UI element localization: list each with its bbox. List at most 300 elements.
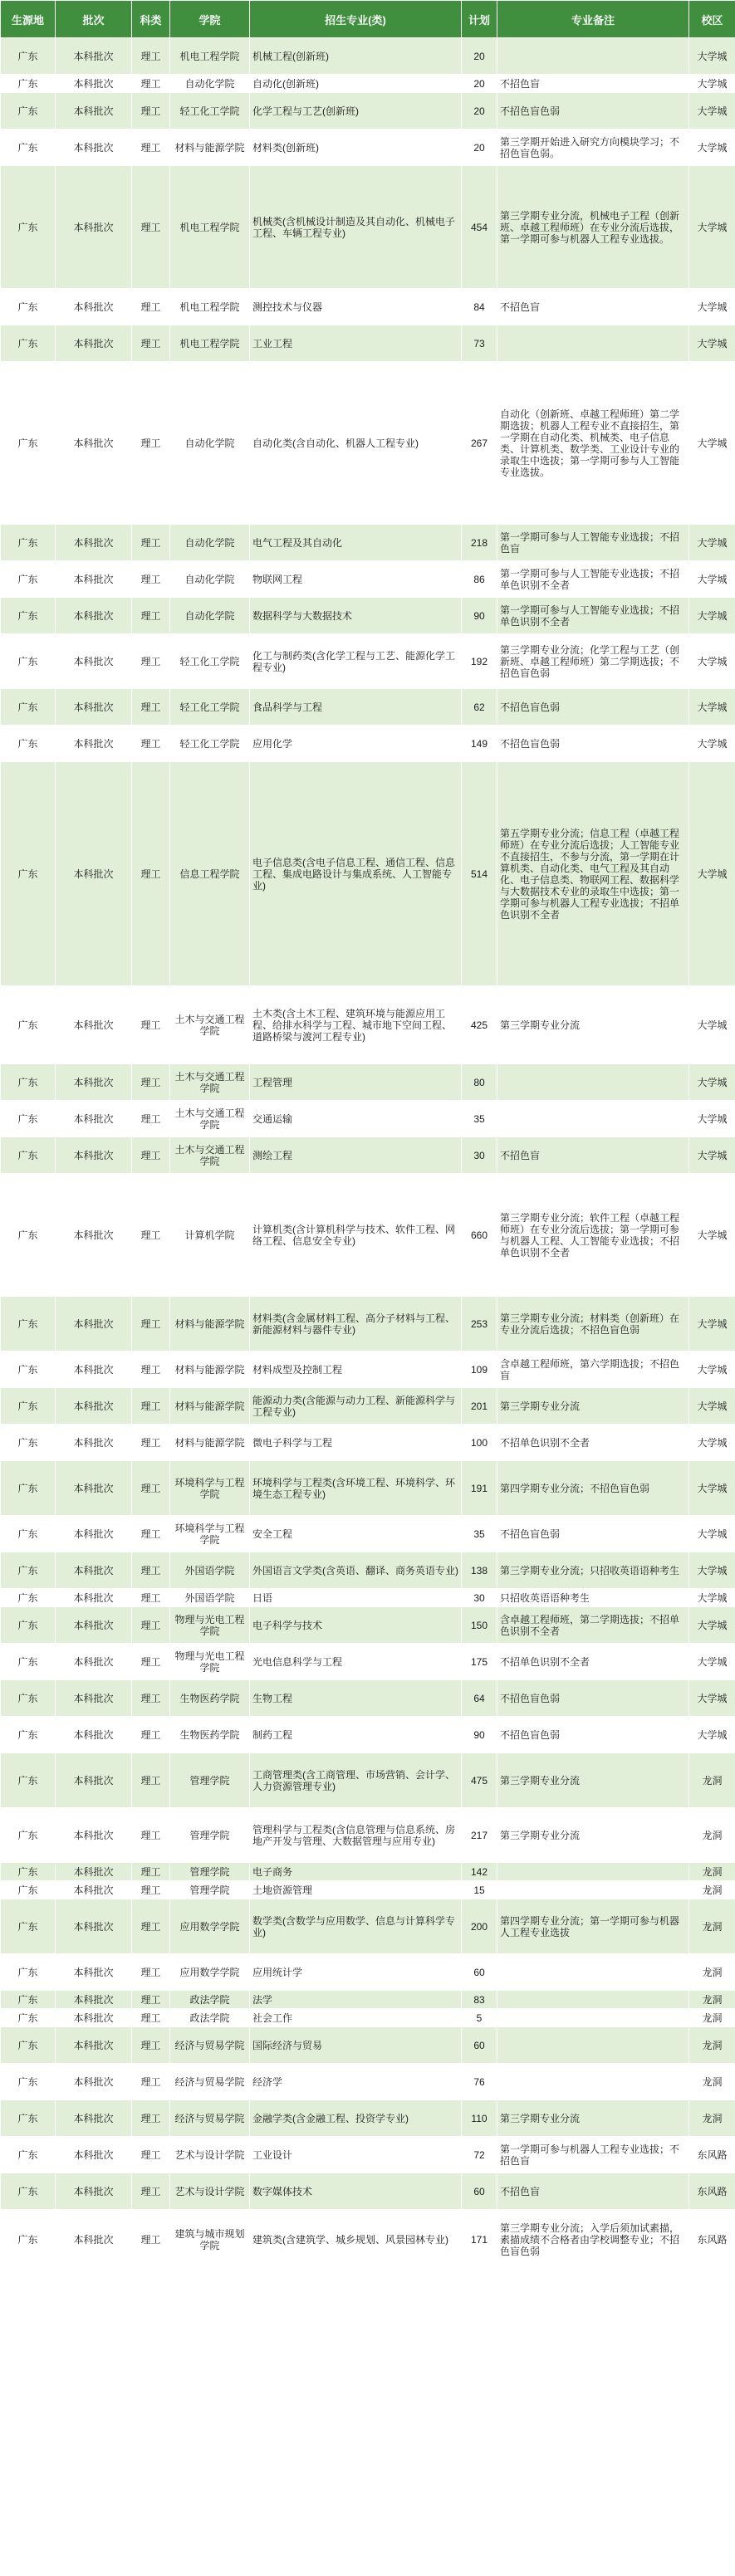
table-row [1,1174,735,1297]
table-row [1,1954,735,1991]
note-cell: 含卓越工程师班，第二学期选拔；不招单色识别不全者 [497,1607,689,1644]
batch-cell: 本科批次 [56,986,132,1064]
subject-cell: 理工 [132,1461,170,1516]
region-cell: 广东 [1,2173,56,2210]
subject-cell: 理工 [132,1899,170,1954]
batch-cell: 本科批次 [56,1753,132,1808]
table-row [1,1991,735,2009]
plan-cell: 454 [462,166,497,289]
college-cell: 政法学院 [170,1991,250,2009]
note-cell: 第四学期专业分流；不招色盲色弱 [497,1461,689,1516]
batch-cell: 本科批次 [56,1101,132,1137]
batch-cell: 本科批次 [56,726,132,762]
plan-cell: 83 [462,1991,497,2009]
campus-cell: 大学城 [689,689,735,726]
subject-cell: 理工 [132,362,170,525]
region-cell: 广东 [1,362,56,525]
batch-cell: 本科批次 [56,362,132,525]
batch-cell: 本科批次 [56,1607,132,1644]
major-cell: 环境科学与工程类(含环境工程、环境科学、环境生态工程专业) [250,1461,462,1516]
region-cell: 广东 [1,689,56,726]
college-cell: 材料与能源学院 [170,1388,250,1425]
region-cell: 广东 [1,1352,56,1388]
note-cell: 不招单色识别不全者 [497,1644,689,1680]
region-cell: 广东 [1,561,56,598]
campus-cell: 大学城 [689,362,735,525]
major-cell: 机械工程(创新班) [250,38,462,75]
college-cell: 材料与能源学院 [170,1297,250,1352]
table-row [1,561,735,598]
region-cell: 广东 [1,1680,56,1717]
note-cell: 不招色盲色弱 [497,726,689,762]
college-cell: 轻工化工学院 [170,634,250,689]
table-row [1,1680,735,1717]
plan-cell: 200 [462,1899,497,1954]
note-cell [497,1863,689,1881]
table-row [1,525,735,561]
region-cell: 广东 [1,1137,56,1174]
subject-cell: 理工 [132,1064,170,1101]
table-row [1,38,735,75]
note-cell [497,1954,689,1991]
college-cell: 物理与光电工程学院 [170,1607,250,1644]
region-cell: 广东 [1,75,56,93]
batch-cell: 本科批次 [56,93,132,130]
campus-cell: 大学城 [689,325,735,362]
note-cell: 第三学期专业分流 [497,1388,689,1425]
major-cell: 光电信息科学与工程 [250,1644,462,1680]
campus-cell: 大学城 [689,1589,735,1607]
college-cell: 材料与能源学院 [170,1352,250,1388]
table-row [1,762,735,986]
college-cell: 生物医药学院 [170,1717,250,1753]
campus-cell: 大学城 [689,598,735,634]
note-cell: 不招色盲色弱 [497,1717,689,1753]
college-cell: 应用数学学院 [170,1954,250,1991]
major-cell: 电子科学与技术 [250,1607,462,1644]
college-cell: 土木与交通工程学院 [170,1137,250,1174]
note-cell: 第三学期专业分流 [497,986,689,1064]
subject-cell: 理工 [132,38,170,75]
plan-cell: 20 [462,93,497,130]
table-row [1,634,735,689]
region-cell: 广东 [1,1753,56,1808]
plan-cell: 175 [462,1644,497,1680]
college-cell: 外国语学院 [170,1589,250,1607]
campus-cell: 大学城 [689,1717,735,1753]
college-cell: 政法学院 [170,2009,250,2027]
subject-cell: 理工 [132,598,170,634]
campus-cell: 大学城 [689,561,735,598]
region-cell: 广东 [1,2027,56,2064]
header-college: 学院 [170,1,250,38]
batch-cell: 本科批次 [56,1954,132,1991]
table-row [1,1137,735,1174]
major-cell: 微电子科学与工程 [250,1425,462,1461]
note-cell: 第三学期专业分流；只招收英语语种考生 [497,1552,689,1589]
subject-cell: 理工 [132,1552,170,1589]
table-row [1,1881,735,1899]
table-row [1,1753,735,1808]
subject-cell: 理工 [132,1352,170,1388]
college-cell: 经济与贸易学院 [170,2100,250,2137]
region-cell: 广东 [1,130,56,166]
campus-cell: 东风路 [689,2137,735,2173]
note-cell: 不招色盲色弱 [497,1680,689,1717]
table-row [1,1461,735,1516]
note-cell: 第三学期专业分流 [497,2100,689,2137]
region-cell: 广东 [1,1461,56,1516]
campus-cell: 龙洞 [689,1863,735,1881]
subject-cell: 理工 [132,1516,170,1552]
note-cell: 不招色盲 [497,2173,689,2210]
campus-cell: 大学城 [689,1680,735,1717]
major-cell: 机械类(含机械设计制造及其自动化、机械电子工程、车辆工程专业) [250,166,462,289]
subject-cell: 理工 [132,325,170,362]
college-cell: 艺术与设计学院 [170,2137,250,2173]
region-cell: 广东 [1,93,56,130]
plan-cell: 62 [462,689,497,726]
college-cell: 轻工化工学院 [170,689,250,726]
table-row [1,986,735,1064]
region-cell: 广东 [1,986,56,1064]
major-cell: 数据科学与大数据技术 [250,598,462,634]
subject-cell: 理工 [132,1808,170,1863]
campus-cell: 大学城 [689,1137,735,1174]
major-cell: 应用统计学 [250,1954,462,1991]
major-cell: 自动化(创新班) [250,75,462,93]
subject-cell: 理工 [132,2210,170,2270]
college-cell: 应用数学学院 [170,1899,250,1954]
table-row [1,1352,735,1388]
plan-cell: 20 [462,130,497,166]
note-cell: 第一学期可参与人工智能专业选拔；不招单色识别不全者 [497,598,689,634]
table-row [1,1644,735,1680]
batch-cell: 本科批次 [56,598,132,634]
note-cell [497,2027,689,2064]
region-cell: 广东 [1,2210,56,2270]
major-cell: 土地资源管理 [250,1881,462,1899]
table-row [1,2027,735,2064]
major-cell: 外国语言文学类(含英语、翻译、商务英语专业) [250,1552,462,1589]
subject-cell: 理工 [132,1753,170,1808]
major-cell: 安全工程 [250,1516,462,1552]
college-cell: 材料与能源学院 [170,1425,250,1461]
major-cell: 管理科学与工程类(含信息管理与信息系统、房地产开发与管理、大数据管理与应用专业) [250,1808,462,1863]
batch-cell: 本科批次 [56,762,132,986]
plan-cell: 90 [462,1717,497,1753]
table-row [1,1607,735,1644]
region-cell: 广东 [1,1552,56,1589]
subject-cell: 理工 [132,166,170,289]
subject-cell: 理工 [132,1589,170,1607]
campus-cell: 大学城 [689,762,735,986]
batch-cell: 本科批次 [56,2137,132,2173]
batch-cell: 本科批次 [56,1717,132,1753]
batch-cell: 本科批次 [56,1137,132,1174]
college-cell: 计算机学院 [170,1174,250,1297]
plan-cell: 218 [462,525,497,561]
college-cell: 经济与贸易学院 [170,2027,250,2064]
college-cell: 机电工程学院 [170,325,250,362]
batch-cell: 本科批次 [56,166,132,289]
major-cell: 经济学 [250,2064,462,2100]
region-cell: 广东 [1,2137,56,2173]
major-cell: 法学 [250,1991,462,2009]
campus-cell: 龙洞 [689,1753,735,1808]
plan-cell: 15 [462,1881,497,1899]
note-cell: 第一学期可参与人工智能专业选拔；不招色盲 [497,525,689,561]
table-row [1,2100,735,2137]
region-cell: 广东 [1,2009,56,2027]
region-cell: 广东 [1,1717,56,1753]
college-cell: 艺术与设计学院 [170,2173,250,2210]
region-cell: 广东 [1,1425,56,1461]
note-cell [497,325,689,362]
campus-cell: 东风路 [689,2173,735,2210]
campus-cell: 大学城 [689,525,735,561]
note-cell: 第三学期专业分流；软件工程（卓越工程师班）在专业分流后选拔；第一学期可参与机器人工程、人工智能专业选拔；不招单色识别不全者 [497,1174,689,1297]
table-row [1,726,735,762]
plan-cell: 20 [462,75,497,93]
batch-cell: 本科批次 [56,561,132,598]
college-cell: 经济与贸易学院 [170,2064,250,2100]
header-plan: 计划 [462,1,497,38]
table-row [1,362,735,525]
subject-cell: 理工 [132,1607,170,1644]
subject-cell: 理工 [132,2064,170,2100]
college-cell: 环境科学与工程学院 [170,1516,250,1552]
major-cell: 工业工程 [250,325,462,362]
note-cell [497,1064,689,1101]
plan-cell: 84 [462,289,497,325]
campus-cell: 龙洞 [689,2009,735,2027]
batch-cell: 本科批次 [56,525,132,561]
note-cell: 第一学期可参与人工智能专业选拔；不招单色识别不全者 [497,561,689,598]
subject-cell: 理工 [132,1863,170,1881]
subject-cell: 理工 [132,726,170,762]
campus-cell: 大学城 [689,1425,735,1461]
campus-cell: 龙洞 [689,1991,735,2009]
plan-cell: 192 [462,634,497,689]
plan-cell: 191 [462,1461,497,1516]
region-cell: 广东 [1,38,56,75]
plan-cell: 60 [462,2027,497,2064]
region-cell: 广东 [1,1516,56,1552]
batch-cell: 本科批次 [56,1064,132,1101]
header-note: 专业备注 [497,1,689,38]
table-row [1,1552,735,1589]
major-cell: 材料类(创新班) [250,130,462,166]
campus-cell: 大学城 [689,1516,735,1552]
major-cell: 数学类(含数学与应用数学、信息与计算科学专业) [250,1899,462,1954]
table-row [1,689,735,726]
batch-cell: 本科批次 [56,1388,132,1425]
header-campus: 校区 [689,1,735,38]
campus-cell: 大学城 [689,75,735,93]
header-subject: 科类 [132,1,170,38]
batch-cell: 本科批次 [56,2173,132,2210]
plan-cell: 475 [462,1753,497,1808]
major-cell: 测控技术与仪器 [250,289,462,325]
subject-cell: 理工 [132,1991,170,2009]
table-row [1,2137,735,2173]
subject-cell: 理工 [132,1137,170,1174]
plan-cell: 425 [462,986,497,1064]
note-cell: 不招色盲色弱 [497,689,689,726]
plan-cell: 73 [462,325,497,362]
plan-cell: 138 [462,1552,497,1589]
region-cell: 广东 [1,1644,56,1680]
major-cell: 土木类(含土木工程、建筑环境与能源应用工程、给排水科学与工程、城市地下空间工程、道路桥梁与渡河工程专业) [250,986,462,1064]
college-cell: 管理学院 [170,1808,250,1863]
plan-cell: 30 [462,1137,497,1174]
region-cell: 广东 [1,1101,56,1137]
subject-cell: 理工 [132,130,170,166]
note-cell: 第三学期专业分流 [497,1808,689,1863]
batch-cell: 本科批次 [56,1516,132,1552]
subject-cell: 理工 [132,1101,170,1137]
college-cell: 轻工化工学院 [170,93,250,130]
college-cell: 自动化学院 [170,75,250,93]
table-row [1,1899,735,1954]
plan-cell: 267 [462,362,497,525]
college-cell: 信息工程学院 [170,762,250,986]
batch-cell: 本科批次 [56,2064,132,2100]
region-cell: 广东 [1,325,56,362]
major-cell: 计算机类(含计算机科学与技术、软件工程、网络工程、信息安全专业) [250,1174,462,1297]
batch-cell: 本科批次 [56,1425,132,1461]
college-cell: 外国语学院 [170,1552,250,1589]
subject-cell: 理工 [132,2100,170,2137]
plan-cell: 201 [462,1388,497,1425]
table-row [1,75,735,93]
college-cell: 机电工程学院 [170,289,250,325]
region-cell: 广东 [1,289,56,325]
plan-cell: 72 [462,2137,497,2173]
subject-cell: 理工 [132,2173,170,2210]
campus-cell: 大学城 [689,1064,735,1101]
campus-cell: 龙洞 [689,2064,735,2100]
subject-cell: 理工 [132,561,170,598]
college-cell: 建筑与城市规划学院 [170,2210,250,2270]
subject-cell: 理工 [132,75,170,93]
major-cell: 国际经济与贸易 [250,2027,462,2064]
note-cell [497,38,689,75]
note-cell [497,1991,689,2009]
subject-cell: 理工 [132,1680,170,1717]
note-cell: 不招色盲 [497,289,689,325]
table-row [1,1101,735,1137]
table-row [1,130,735,166]
header-region: 生源地 [1,1,56,38]
plan-cell: 660 [462,1174,497,1297]
major-cell: 电气工程及其自动化 [250,525,462,561]
batch-cell: 本科批次 [56,75,132,93]
plan-cell: 217 [462,1808,497,1863]
plan-cell: 150 [462,1607,497,1644]
campus-cell: 大学城 [689,1607,735,1644]
plan-cell: 60 [462,2173,497,2210]
campus-cell: 龙洞 [689,1808,735,1863]
plan-cell: 64 [462,1680,497,1717]
batch-cell: 本科批次 [56,1552,132,1589]
college-cell: 土木与交通工程学院 [170,1064,250,1101]
college-cell: 生物医药学院 [170,1680,250,1717]
batch-cell: 本科批次 [56,1352,132,1388]
subject-cell: 理工 [132,634,170,689]
major-cell: 自动化类(含自动化、机器人工程专业) [250,362,462,525]
college-cell: 环境科学与工程学院 [170,1461,250,1516]
campus-cell: 龙洞 [689,1954,735,1991]
note-cell: 第三学期专业分流，机械电子工程（创新班、卓越工程师班）在专业分流后选拔，第一学期可参与机器人工程专业选拔。 [497,166,689,289]
major-cell: 工商管理类(含工商管理、市场营销、会计学、人力资源管理专业) [250,1753,462,1808]
major-cell: 物联网工程 [250,561,462,598]
table-row [1,325,735,362]
batch-cell: 本科批次 [56,1644,132,1680]
note-cell [497,2009,689,2027]
region-cell: 广东 [1,1991,56,2009]
table-row [1,1516,735,1552]
campus-cell: 大学城 [689,634,735,689]
campus-cell: 大学城 [689,986,735,1064]
major-cell: 建筑类(含建筑学、城乡规划、风景园林专业) [250,2210,462,2270]
college-cell: 轻工化工学院 [170,726,250,762]
subject-cell: 理工 [132,1881,170,1899]
batch-cell: 本科批次 [56,2009,132,2027]
plan-cell: 35 [462,1101,497,1137]
note-cell: 含卓越工程师班，第六学期选拔；不招色盲 [497,1352,689,1388]
batch-cell: 本科批次 [56,1680,132,1717]
campus-cell: 大学城 [689,1552,735,1589]
batch-cell: 本科批次 [56,2100,132,2137]
table-row [1,2009,735,2027]
plan-cell: 253 [462,1297,497,1352]
subject-cell: 理工 [132,689,170,726]
table-row [1,1717,735,1753]
note-cell: 第三学期专业分流 [497,1753,689,1808]
subject-cell: 理工 [132,289,170,325]
major-cell: 金融学类(含金融工程、投资学专业) [250,2100,462,2137]
region-cell: 广东 [1,598,56,634]
major-cell: 工程管理 [250,1064,462,1101]
subject-cell: 理工 [132,2009,170,2027]
batch-cell: 本科批次 [56,130,132,166]
note-cell: 第三学期专业分流；材料类（创新班）在专业分流后选拔；不招色盲色弱 [497,1297,689,1352]
batch-cell: 本科批次 [56,1808,132,1863]
plan-cell: 90 [462,598,497,634]
campus-cell: 大学城 [689,289,735,325]
plan-cell: 20 [462,38,497,75]
campus-cell: 东风路 [689,2210,735,2270]
campus-cell: 龙洞 [689,1899,735,1954]
subject-cell: 理工 [132,2027,170,2064]
plan-cell: 142 [462,1863,497,1881]
college-cell: 自动化学院 [170,362,250,525]
note-cell [497,2064,689,2100]
campus-cell: 大学城 [689,1461,735,1516]
major-cell: 电子信息类(含电子信息工程、通信工程、信息工程、集成电路设计与集成系统、人工智能专业) [250,762,462,986]
table-body [1,38,735,2270]
region-cell: 广东 [1,1808,56,1863]
table-row [1,1863,735,1881]
major-cell: 食品科学与工程 [250,689,462,726]
batch-cell: 本科批次 [56,1899,132,1954]
table-row [1,166,735,289]
college-cell: 管理学院 [170,1753,250,1808]
plan-cell: 80 [462,1064,497,1101]
batch-cell: 本科批次 [56,289,132,325]
